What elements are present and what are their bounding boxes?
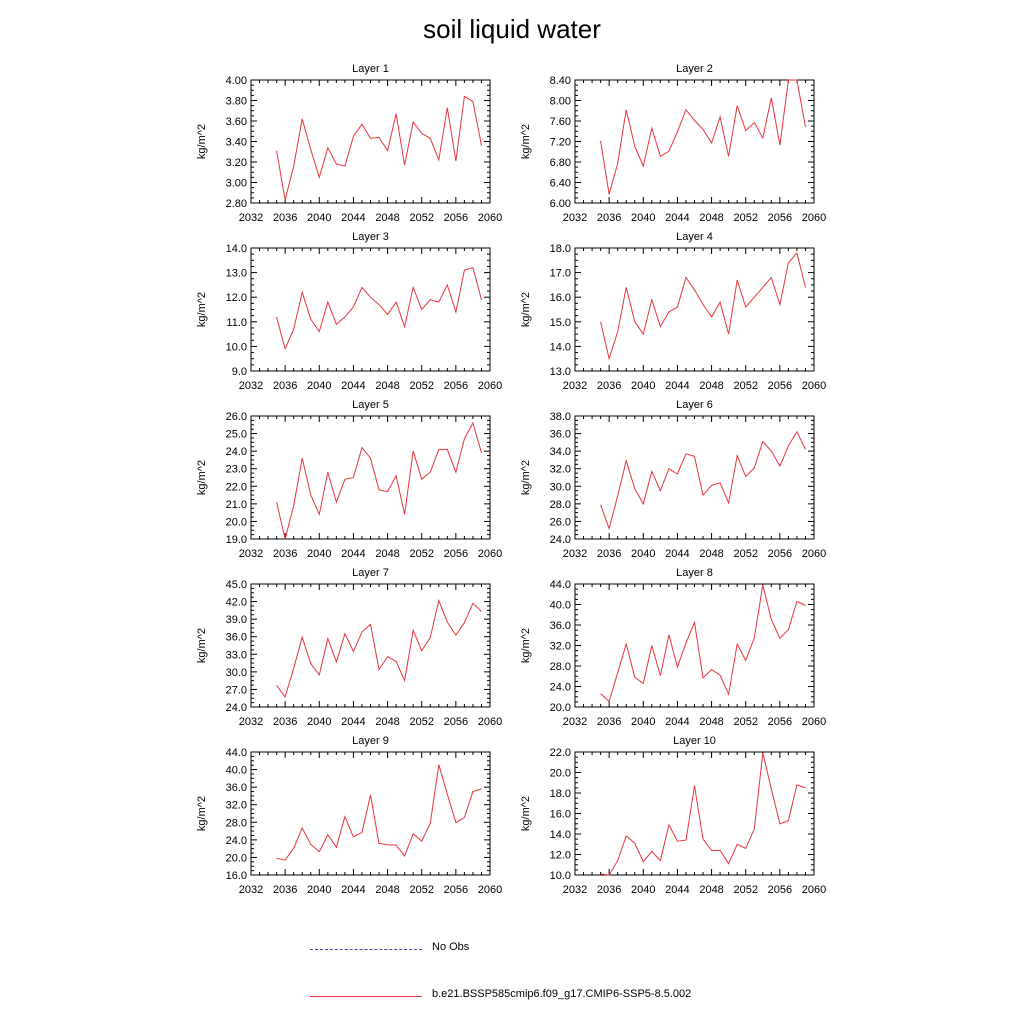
y-tick-label: 3.20 [225,157,247,169]
x-tick-label: 2060 [477,212,503,224]
y-tick-label: 20.0 [549,767,571,780]
y-tick-label: 14.0 [225,243,247,255]
y-tick-label: 21.0 [225,498,247,511]
panel-layer-1 [196,63,502,224]
x-tick-label: 2040 [307,716,332,728]
x-tick-label: 2032 [562,380,588,392]
panel-title: Layer 4 [676,231,713,243]
x-tick-label: 2056 [767,380,793,392]
x-tick-label: 2032 [562,884,588,896]
y-tick-label: 8.00 [549,95,571,108]
x-tick-label: 2040 [307,212,332,224]
y-tick-label: 3.00 [225,177,247,190]
y-tick-label: 17.0 [549,267,571,280]
y-tick-label: 13.0 [549,366,571,378]
x-tick-label: 2056 [443,884,469,896]
legend-entry-obs [310,941,730,959]
y-tick-label: 25.0 [225,428,247,441]
panel-title: Layer 6 [676,399,713,411]
x-tick-label: 2032 [238,548,264,560]
y-tick-label: 3.80 [225,95,247,108]
x-tick-label: 2040 [631,548,656,560]
y-tick-label: 7.20 [549,136,571,149]
x-tick-label: 2036 [596,380,622,392]
series-line-1 [601,432,806,529]
x-tick-label: 2040 [631,884,656,896]
x-tick-label: 2036 [596,716,622,728]
y-tick-label: 27.0 [225,684,247,697]
y-tick-label: 20.0 [225,516,247,529]
x-tick-label: 2048 [375,884,400,896]
y-tick-label: 7.60 [549,116,571,128]
panel-layer-7 [196,567,502,728]
series-line-1 [601,753,806,875]
y-tick-label: 36.0 [549,620,571,632]
y-tick-label: 24.0 [225,834,247,847]
x-tick-label: 2056 [767,212,793,224]
x-tick-label: 2056 [443,548,469,560]
y-tick-label: 24.0 [225,702,247,714]
x-tick-label: 2060 [801,212,827,224]
x-tick-label: 2052 [733,212,758,224]
x-tick-label: 2044 [665,380,690,392]
y-axis-label: kg/m^2 [196,123,208,160]
y-axis-label: kg/m^2 [196,459,208,496]
y-tick-label: 36.0 [549,428,571,441]
y-tick-label: 39.0 [225,614,247,627]
x-tick-label: 2036 [272,212,298,224]
legend-label-obs: No Obs [432,941,470,953]
y-tick-label: 42.0 [225,596,247,609]
panel-layer-2 [520,63,826,224]
y-tick-label: 20.0 [225,852,247,865]
y-tick-label: 22.0 [549,747,571,759]
x-tick-label: 2044 [341,716,366,728]
y-axis-label: kg/m^2 [196,291,208,328]
y-axis-label: kg/m^2 [520,291,532,328]
y-tick-label: 30.0 [549,481,571,494]
plot-frame [251,752,490,875]
x-tick-label: 2044 [341,380,366,392]
y-tick-label: 38.0 [549,411,571,423]
y-tick-label: 24.0 [549,681,571,694]
plot-frame [251,416,490,539]
x-tick-label: 2056 [767,548,793,560]
series-line-1 [277,765,482,860]
y-tick-label: 9.0 [231,366,247,378]
x-tick-label: 2044 [341,212,366,224]
x-tick-label: 2040 [631,716,656,728]
panel-layer-10 [520,735,826,896]
panel-title: Layer 1 [352,63,389,75]
plot-frame [575,80,814,203]
panel-layer-5 [196,399,502,560]
x-tick-label: 2060 [477,716,503,728]
x-tick-label: 2052 [409,716,434,728]
x-tick-label: 2060 [801,884,827,896]
x-tick-label: 2036 [596,548,622,560]
x-tick-label: 2048 [699,212,724,224]
y-tick-label: 44.0 [549,579,571,591]
x-tick-label: 2048 [699,380,724,392]
y-tick-label: 16.0 [549,292,571,305]
y-tick-label: 11.0 [226,316,247,329]
x-tick-label: 2056 [443,716,469,728]
y-tick-label: 32.0 [225,799,247,812]
series-line-1 [601,80,806,194]
y-tick-label: 10.0 [225,341,247,354]
x-tick-label: 2032 [238,212,264,224]
x-tick-label: 2036 [272,548,298,560]
x-tick-label: 2040 [307,380,332,392]
panel-title: Layer 5 [352,399,389,411]
y-tick-label: 14.0 [549,341,571,354]
x-tick-label: 2052 [409,380,434,392]
x-tick-label: 2040 [307,548,332,560]
x-tick-label: 2040 [631,212,656,224]
x-tick-label: 2060 [801,380,827,392]
y-axis-label: kg/m^2 [196,795,208,832]
y-tick-label: 33.0 [225,649,247,662]
series-line-1 [277,268,482,349]
x-tick-label: 2044 [341,884,366,896]
y-tick-label: 12.0 [225,292,247,305]
y-tick-label: 6.80 [549,157,571,169]
y-tick-label: 10.0 [549,870,571,882]
panel-title: Layer 3 [352,231,389,243]
y-tick-label: 24.0 [549,534,571,546]
x-tick-label: 2044 [665,548,690,560]
y-tick-label: 28.0 [549,498,571,511]
x-tick-label: 2048 [375,716,400,728]
y-tick-label: 22.0 [225,481,247,494]
y-tick-label: 15.0 [549,316,571,329]
y-tick-label: 14.0 [549,829,571,841]
x-tick-label: 2032 [562,716,588,728]
plot-frame [575,584,814,707]
legend-label-model: b.e21.BSSP585cmip6.f09_g17.CMIP6-SSP5-8.5.002 [432,988,692,1000]
figure-title: soil liquid water [423,14,601,44]
y-axis-label: kg/m^2 [520,795,532,832]
y-tick-label: 4.00 [225,75,247,87]
y-axis-label: kg/m^2 [196,627,208,664]
x-tick-label: 2036 [272,884,298,896]
series-line-1 [277,423,482,539]
x-tick-label: 2036 [596,212,622,224]
x-tick-label: 2044 [341,548,366,560]
x-tick-label: 2048 [699,716,724,728]
x-tick-label: 2044 [665,716,690,728]
x-tick-label: 2056 [767,716,793,728]
y-tick-label: 2.80 [225,198,247,210]
y-axis-label: kg/m^2 [520,627,532,664]
y-tick-label: 28.0 [225,817,247,830]
series-line-1 [277,600,482,697]
x-tick-label: 2032 [238,380,264,392]
y-tick-label: 34.0 [549,446,571,459]
plot-frame [575,752,814,875]
panel-layer-3 [196,231,502,392]
x-tick-label: 2044 [665,884,690,896]
panel-layer-8 [520,567,826,728]
x-tick-label: 2036 [596,884,622,896]
y-tick-label: 32.0 [549,463,571,476]
x-tick-label: 2052 [733,716,758,728]
x-tick-label: 2040 [307,884,332,896]
y-tick-label: 40.0 [549,599,571,612]
x-tick-label: 2048 [699,884,724,896]
series-line-1 [277,96,482,199]
y-tick-label: 40.0 [225,764,247,777]
legend-swatch-model [310,996,422,997]
x-tick-label: 2056 [443,212,469,224]
y-tick-label: 12.0 [549,849,571,862]
y-tick-label: 36.0 [225,782,247,795]
x-tick-label: 2052 [409,884,434,896]
x-tick-label: 2052 [733,380,758,392]
x-tick-label: 2052 [733,884,758,896]
x-tick-label: 2048 [699,548,724,560]
y-tick-label: 26.0 [225,411,247,423]
series-line-1 [601,253,806,359]
x-tick-label: 2040 [631,380,656,392]
y-tick-label: 24.0 [225,446,247,459]
y-tick-label: 16.0 [549,808,571,821]
x-tick-label: 2060 [801,716,827,728]
y-tick-label: 45.0 [225,579,247,591]
x-tick-label: 2060 [477,380,503,392]
x-tick-label: 2032 [238,884,264,896]
panel-title: Layer 9 [352,735,389,747]
x-tick-label: 2060 [801,548,827,560]
x-tick-label: 2056 [767,884,793,896]
panel-title: Layer 8 [676,567,713,579]
y-tick-label: 19.0 [225,534,247,546]
legend-entry-model [310,988,730,1006]
panel-layer-9 [196,735,502,896]
x-tick-label: 2060 [477,548,503,560]
plot-frame [251,248,490,371]
y-tick-label: 3.60 [225,116,247,128]
y-axis-label: kg/m^2 [520,123,532,160]
y-tick-label: 16.0 [225,870,247,882]
panel-layer-4 [520,231,826,392]
y-tick-label: 20.0 [549,702,571,714]
panel-title: Layer 7 [352,567,389,579]
plot-frame [251,80,490,203]
x-tick-label: 2048 [375,212,400,224]
plot-frame [251,584,490,707]
x-tick-label: 2052 [733,548,758,560]
y-tick-label: 30.0 [225,666,247,679]
x-tick-label: 2036 [272,380,298,392]
y-axis-label: kg/m^2 [520,459,532,496]
y-tick-label: 28.0 [549,661,571,673]
y-tick-label: 26.0 [549,516,571,529]
y-tick-label: 18.0 [549,243,571,255]
x-tick-label: 2036 [272,716,298,728]
y-tick-label: 13.0 [225,267,247,280]
x-tick-label: 2044 [665,212,690,224]
x-tick-label: 2052 [409,548,434,560]
x-tick-label: 2052 [409,212,434,224]
y-tick-label: 18.0 [549,788,571,800]
panel-layer-6 [520,399,826,560]
y-tick-label: 3.40 [225,136,247,149]
panel-title: Layer 10 [673,735,716,747]
series-line-1 [601,585,806,701]
y-tick-label: 23.0 [225,463,247,476]
panel-title: Layer 2 [676,63,713,75]
x-tick-label: 2056 [443,380,469,392]
y-tick-label: 8.40 [549,75,571,87]
y-tick-label: 44.0 [225,747,247,759]
y-tick-label: 32.0 [549,640,571,653]
y-tick-label: 36.0 [225,631,247,644]
x-tick-label: 2032 [238,716,264,728]
legend-swatch-obs [310,949,422,950]
x-tick-label: 2032 [562,548,588,560]
x-tick-label: 2048 [375,548,400,560]
y-tick-label: 6.00 [549,198,571,210]
x-tick-label: 2060 [477,884,503,896]
x-tick-label: 2048 [375,380,400,392]
y-tick-label: 6.40 [549,177,571,190]
x-tick-label: 2032 [562,212,588,224]
